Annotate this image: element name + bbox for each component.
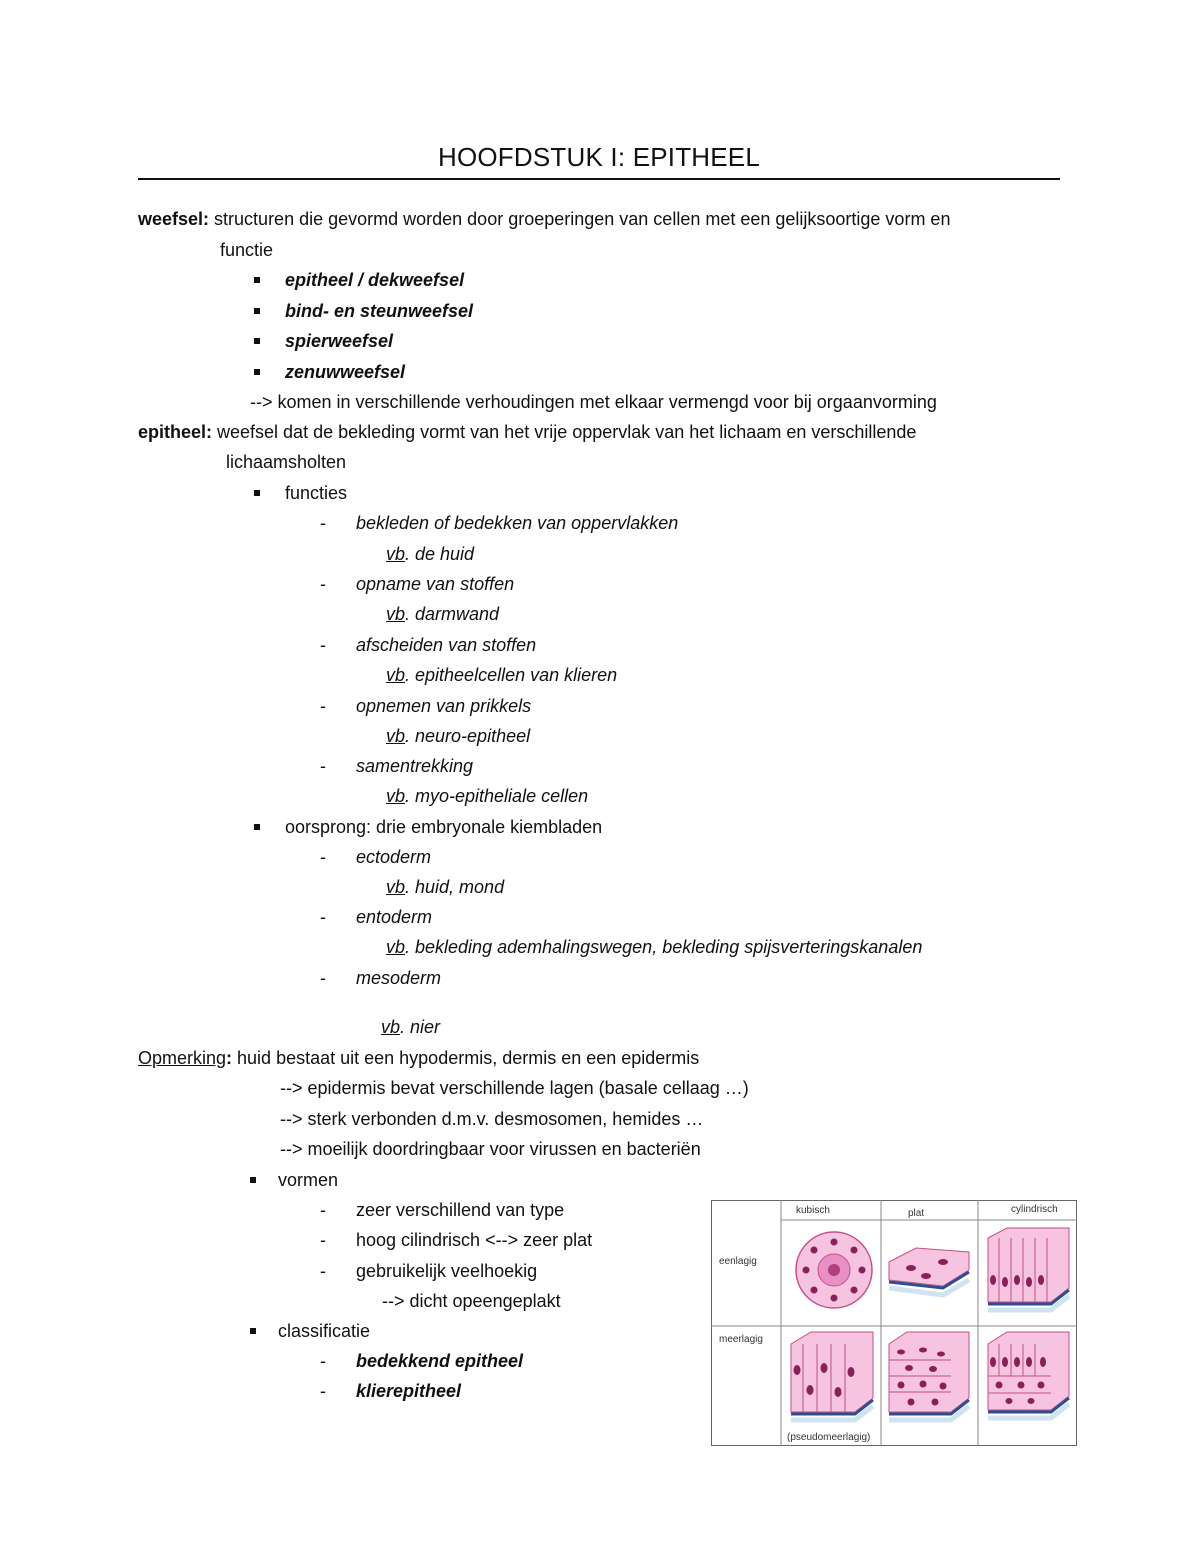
col-label-cylindrisch: cylindrisch: [1011, 1204, 1058, 1215]
vb-label: vb: [386, 877, 406, 897]
caption-pseudomeerlagig: (pseudomeerlagig): [787, 1432, 871, 1443]
epitheel-definition: [138, 421, 916, 443]
functies-label: functies: [285, 483, 348, 503]
dash-icon: -: [320, 574, 326, 594]
col-label-plat: plat: [908, 1208, 925, 1219]
example-text: . nier: [400, 1017, 441, 1037]
oorsprong-label: oorsprong: drie embryonale kiembladen: [285, 817, 603, 837]
dash-icon: -: [320, 635, 326, 655]
dash-icon: -: [320, 968, 326, 988]
example-text: . epitheelcellen van klieren: [405, 665, 618, 685]
dash-icon: -: [320, 756, 326, 776]
vormen-item-2: hoog cilindrisch <--> zeer plat: [356, 1230, 593, 1250]
example-text: . darmwand: [405, 604, 500, 624]
example-text: . neuro-epitheel: [405, 726, 531, 746]
functie-5: samentrekking: [356, 756, 474, 776]
bullet-icon: [254, 277, 260, 283]
vb-label: vb: [386, 665, 406, 685]
functie-1-example: [386, 543, 474, 565]
epitheel-def-2: lichaamsholten: [226, 452, 347, 472]
functie-5-example: [386, 785, 588, 807]
vb-label: vb: [386, 786, 406, 806]
dash-icon: -: [320, 907, 326, 927]
kiemblad-3-example: [381, 1016, 440, 1038]
vormen-note: --> dicht opeengeplakt: [382, 1291, 561, 1311]
kiemblad-3: mesoderm: [356, 968, 442, 988]
weefsel-definition: [138, 208, 950, 230]
pseudomeerlagig-illustration: [791, 1332, 873, 1420]
example-text: . myo-epitheliale cellen: [405, 786, 589, 806]
plat-meerlagig-illustration: [889, 1332, 969, 1420]
bullet-icon: [254, 308, 260, 314]
weefsel-type-4: zenuwweefsel: [285, 362, 406, 382]
dash-icon: -: [320, 1351, 326, 1371]
vb-label: vb: [386, 937, 406, 957]
dash-icon: -: [320, 1381, 326, 1401]
vb-label: vb: [386, 544, 406, 564]
weefsel-type-3: spierweefsel: [285, 331, 394, 351]
dash-icon: -: [320, 1200, 326, 1220]
col-label-kubisch: kubisch: [796, 1205, 830, 1216]
functie-2-example: [386, 603, 499, 625]
dash-icon: -: [320, 696, 326, 716]
bullet-icon: [250, 1177, 256, 1183]
vb-label: vb: [386, 604, 406, 624]
weefsel-term: weefsel:: [138, 209, 210, 229]
opmerking-text: huid bestaat uit een hypodermis, dermis en een epidermis: [232, 1048, 700, 1068]
weefsel-def-2: functie: [220, 240, 274, 260]
functie-3-example: [386, 664, 617, 686]
bullet-icon: [250, 1328, 256, 1334]
dash-icon: -: [320, 513, 326, 533]
bullet-icon: [254, 369, 260, 375]
opmerking: [138, 1047, 699, 1069]
weefsel-note: --> komen in verschillende verhoudingen met elkaar vermengd voor bij orgaanvorming: [250, 392, 937, 412]
classificatie-label: classificatie: [278, 1321, 371, 1341]
functie-4: opnemen van prikkels: [356, 696, 532, 716]
bullet-icon: [254, 824, 260, 830]
vb-label: vb: [386, 726, 406, 746]
classificatie-item-1: bedekkend epitheel: [356, 1351, 524, 1371]
row-label-eenlagig: eenlagig: [719, 1256, 757, 1267]
row-label-meerlagig: meerlagig: [719, 1334, 763, 1345]
kiemblad-2-example: [386, 936, 922, 958]
weefsel-type-2: bind- en steunweefsel: [285, 301, 474, 321]
vb-label: vb: [381, 1017, 401, 1037]
page-title: HOOFDSTUK I: EPITHEEL: [437, 142, 761, 172]
dash-icon: -: [320, 1261, 326, 1281]
functie-3: afscheiden van stoffen: [356, 635, 537, 655]
classificatie-item-2: klierepitheel: [356, 1381, 462, 1401]
weefsel-def-1: structuren die gevormd worden door groeperingen van cellen met een gelijksoortige vorm en: [209, 209, 951, 229]
functie-4-example: [386, 725, 530, 747]
opmerking-term: Opmerking: [138, 1048, 227, 1068]
opmerking-colon: :: [226, 1048, 233, 1068]
dash-icon: -: [320, 847, 326, 867]
epitheel-term: epitheel:: [138, 422, 213, 442]
kiemblad-1-example: [386, 876, 504, 898]
functie-2: opname van stoffen: [356, 574, 515, 594]
weefsel-type-1: epitheel / dekweefsel: [285, 270, 465, 290]
kiemblad-1: ectoderm: [356, 847, 432, 867]
vormen-item-1: zeer verschillend van type: [356, 1200, 565, 1220]
example-text: . de huid: [405, 544, 475, 564]
opmerking-note-2: --> sterk verbonden d.m.v. desmosomen, hemides …: [280, 1109, 704, 1129]
functie-1: bekleden of bedekken van oppervlakken: [356, 513, 679, 533]
kiemblad-2: entoderm: [356, 907, 433, 927]
vormen-item-3: gebruikelijk veelhoekig: [356, 1261, 538, 1281]
example-text: . huid, mond: [405, 877, 505, 897]
dash-icon: -: [320, 1230, 326, 1250]
bullet-icon: [254, 338, 260, 344]
epithelium-types-figure: [711, 1200, 1077, 1446]
title-underline: [138, 178, 1060, 180]
cylindrisch-meerlagig-illustration: [988, 1332, 1069, 1418]
bullet-icon: [254, 490, 260, 496]
kubisch-eenlagig-illustration: [796, 1232, 872, 1308]
vormen-label: vormen: [278, 1170, 339, 1190]
cylindrisch-eenlagig-illustration: [988, 1228, 1069, 1310]
epithelium-figure-svg: [711, 1200, 1077, 1446]
opmerking-note-3: --> moeilijk doordringbaar voor virussen en bacteriën: [280, 1139, 701, 1159]
example-text: . bekleding ademhalingswegen, bekleding spijsverteringskanalen: [405, 937, 923, 957]
epitheel-def-1: weefsel dat de bekleding vormt van het vrije oppervlak van het lichaam en verschillende: [212, 422, 917, 442]
opmerking-note-1: --> epidermis bevat verschillende lagen (basale cellaag …): [280, 1078, 749, 1098]
